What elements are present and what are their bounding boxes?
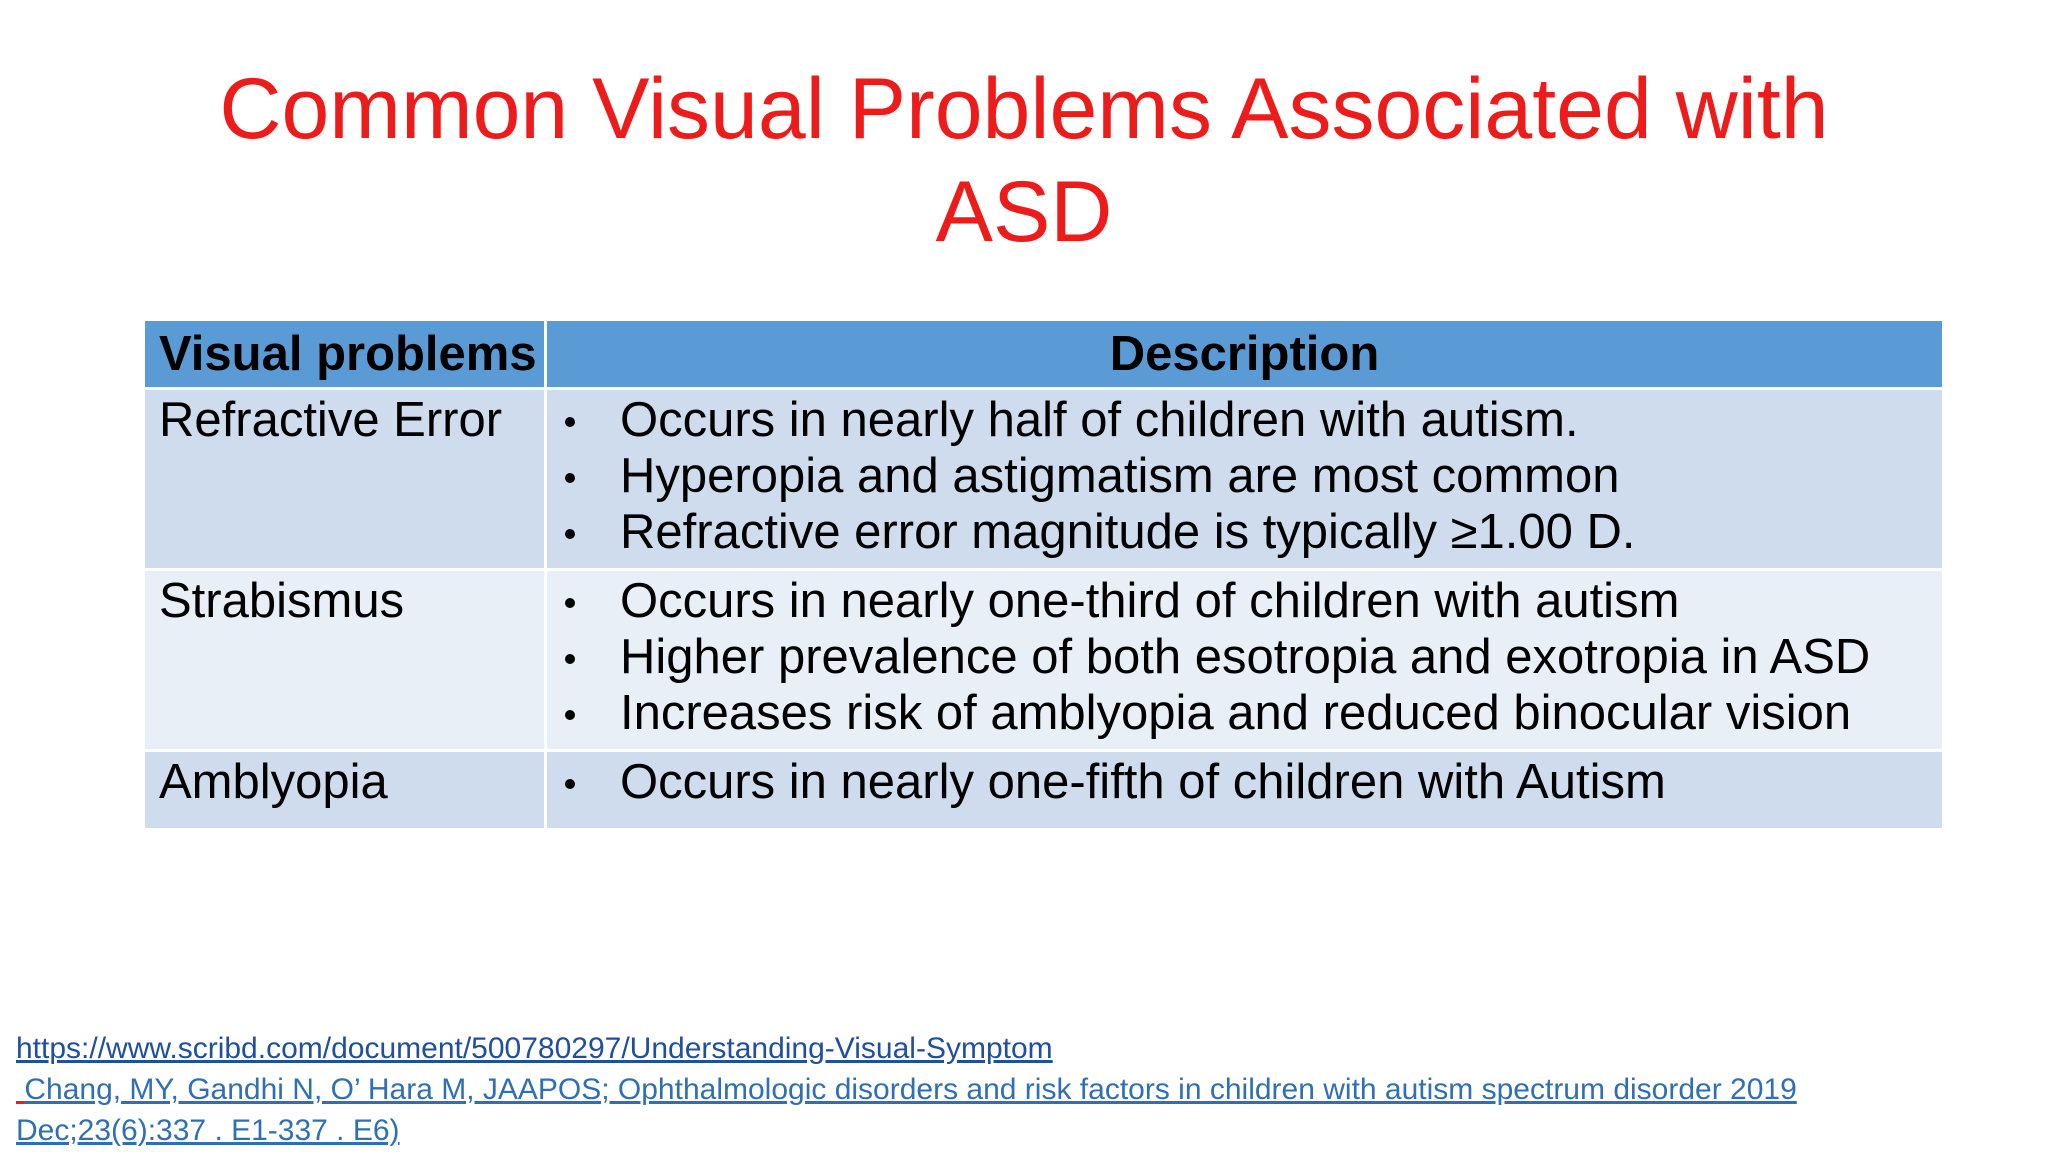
bullet-item: Occurs in nearly half of children with autism. (547, 392, 1942, 448)
references (16, 1028, 1797, 1151)
table-header-row (144, 320, 1944, 389)
reference-link-chang-cont[interactable]: Dec;23(6):337 . E1-337 . E6) (16, 1114, 400, 1147)
problem-description (546, 751, 1944, 830)
bullet-item: Hyperopia and astigmatism are most common (547, 448, 1942, 504)
reference-link-chang[interactable] (16, 1069, 1797, 1110)
problem-description (546, 570, 1944, 751)
bullet-item: Increases risk of amblyopia and reduced binocular vision (547, 685, 1942, 741)
bullet-item: Higher prevalence of both esotropia and exotropia in ASD (547, 629, 1942, 685)
table-row-strabismus (144, 570, 1944, 751)
title-line-1: Common Visual Problems Associated with (219, 61, 1829, 157)
table-row-amblyopia (144, 751, 1944, 830)
reference-link-scribd[interactable]: https://www.scribd.com/document/500780297/Understanding-Visual-Symptom (16, 1032, 1053, 1065)
table-row-refractive-error (144, 389, 1944, 570)
header-visual-problems: Visual problems (144, 320, 546, 389)
bullet-item: Refractive error magnitude is typically ≥1.00 D. (547, 504, 1942, 560)
problem-name: Strabismus (144, 570, 546, 751)
bullet-item: Occurs in nearly one-fifth of children with Autism (547, 754, 1942, 810)
slide-title (0, 58, 2048, 264)
visual-problems-table (142, 318, 1945, 831)
title-line-2: ASD (935, 164, 1113, 260)
problem-name: Refractive Error (144, 389, 546, 570)
problem-name: Amblyopia (144, 751, 546, 830)
bullet-item: Occurs in nearly one-third of children with autism (547, 573, 1942, 629)
header-description: Description (546, 320, 1944, 389)
problem-description (546, 389, 1944, 570)
reference-chang-line-1: Chang, MY, Gandhi N, O’ Hara M, JAAPOS; Ophthalmologic disorders and risk factors in children with autism spectrum disorder 2019 (24, 1073, 1797, 1106)
